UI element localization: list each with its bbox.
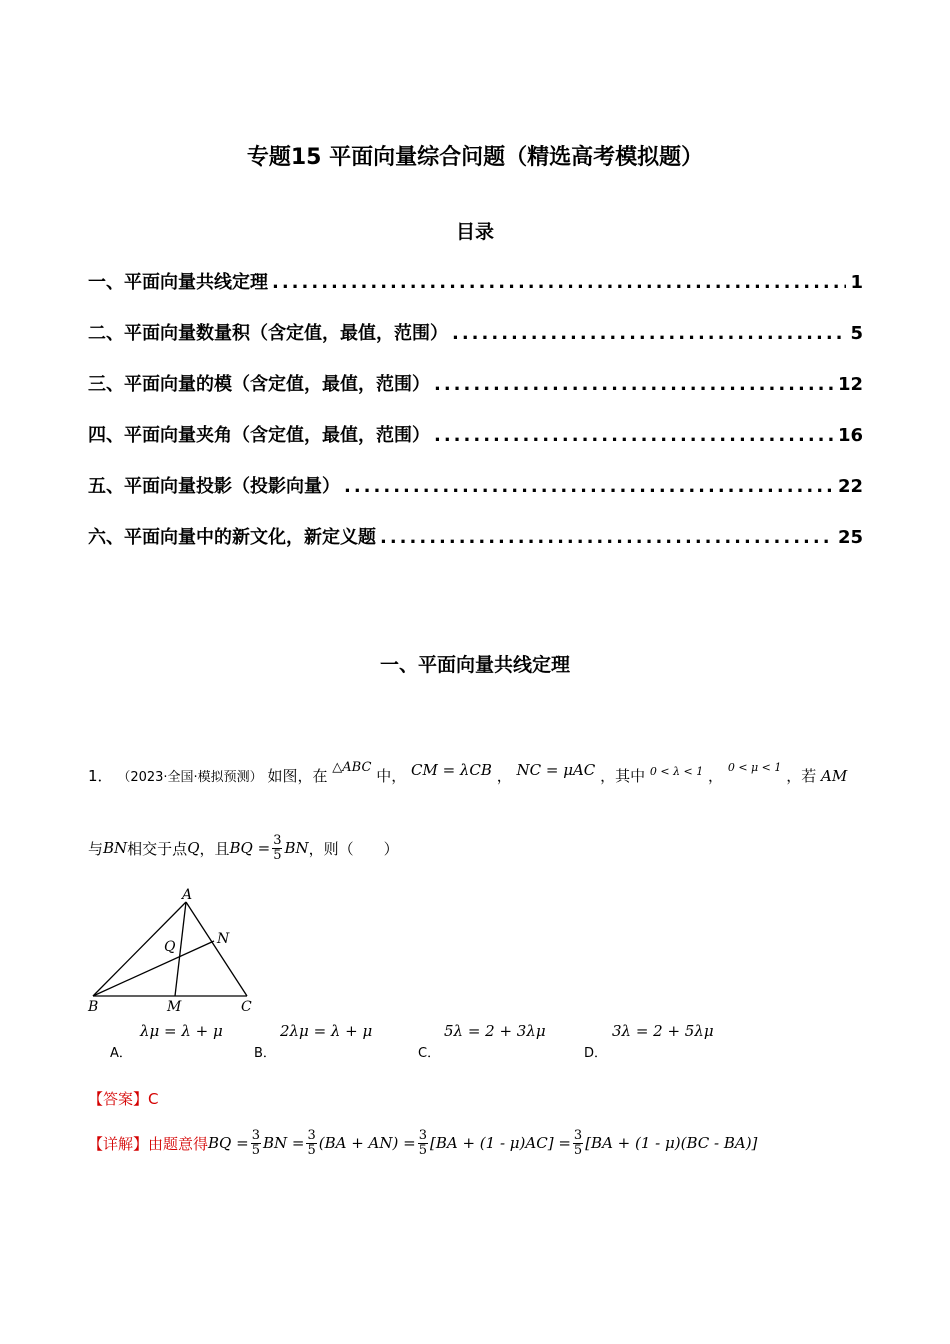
fraction: $\frac{3}{5}$	[418, 1127, 427, 1158]
expr-nc: NC = μAC	[516, 761, 596, 779]
detail-expr: BN =	[262, 1134, 305, 1152]
question-text: ，其中	[600, 767, 646, 785]
toc-entry-page: 22	[837, 476, 863, 497]
expr-bn-2: BN	[284, 839, 309, 857]
question-text: ，则（ ）	[308, 839, 399, 858]
expr-lambda-range: 0 < λ < 1	[649, 765, 704, 778]
toc-leader-dots	[380, 527, 834, 548]
expr-cm: CM = λCB	[410, 761, 492, 779]
triangle-figure	[85, 885, 270, 1015]
toc-entry-page: 25	[837, 527, 863, 548]
toc-entry-page: 16	[837, 425, 863, 446]
question-line-2	[88, 830, 399, 866]
document-title: 专题15 平面向量综合问题（精选高考模拟题）	[246, 145, 704, 170]
expr-bn: BN	[103, 839, 128, 857]
toc-entry-title: 五、平面向量投影（投影向量）	[88, 476, 340, 497]
option-d[interactable]	[584, 1022, 744, 1061]
detail-label: 【详解】	[88, 1134, 149, 1153]
label-a: A	[182, 887, 193, 903]
question-text: 与	[88, 839, 104, 858]
question-text: 如图，在	[267, 767, 328, 785]
toc-entry-page: 1	[850, 272, 863, 293]
question-text: 相交于点	[127, 839, 188, 858]
detail-expr: (BA + AN) =	[318, 1134, 416, 1152]
toc-leader-dots	[434, 374, 834, 395]
segment-bn	[93, 941, 214, 996]
label-c: C	[241, 999, 252, 1015]
label-m: M	[167, 999, 182, 1015]
toc-entry[interactable]	[88, 472, 863, 498]
point-q: Q	[187, 839, 200, 857]
fraction: $\frac{3}{5}$	[573, 1127, 583, 1158]
label-q: Q	[164, 939, 176, 955]
label-n: N	[217, 931, 230, 947]
toc-entry-page: 5	[850, 323, 863, 344]
detail-expr: [BA + (1 - μ)(BC - BA)]	[585, 1134, 758, 1152]
toc-entry[interactable]	[88, 268, 863, 294]
toc-entry-page: 12	[837, 374, 863, 395]
question-text: ，若	[786, 767, 817, 785]
answer-label: 【答案】	[88, 1090, 149, 1108]
toc-entry[interactable]	[88, 421, 863, 447]
option-a-label: A．	[110, 1046, 132, 1061]
detail-text: 由题意得	[148, 1134, 209, 1153]
toc-leader-dots	[434, 425, 834, 446]
question-source: （2023·全国·模拟预测）	[117, 770, 263, 785]
toc-entry[interactable]	[88, 370, 863, 396]
option-c[interactable]	[418, 1022, 578, 1061]
toc-leader-dots	[344, 476, 834, 497]
question-line-1	[88, 760, 848, 786]
answer-line	[88, 1088, 159, 1109]
detail-expr: [BA + (1 - μ)AC] =	[430, 1134, 571, 1152]
expr-bq: BQ =	[229, 839, 271, 857]
expr-mu-range: 0 < μ < 1	[727, 761, 782, 774]
detail-line	[88, 1122, 757, 1164]
option-d-label: D．	[584, 1046, 608, 1061]
detail-expr: BQ =	[208, 1134, 249, 1152]
question-text: 中，	[376, 767, 407, 785]
question-text: ，	[708, 767, 724, 785]
question-text: ，	[496, 767, 512, 785]
answer-value: C	[148, 1090, 159, 1108]
triangle-abc: △ABC	[332, 760, 372, 775]
toc-entry-title: 四、平面向量夹角（含定值，最值，范围）	[88, 425, 430, 446]
option-b-label: B．	[254, 1046, 276, 1061]
toc-entry[interactable]	[88, 523, 863, 549]
fraction: $\frac{3}{5}$	[307, 1127, 316, 1158]
option-b-expr: 2λμ = λ + μ	[280, 1022, 373, 1040]
segment-am	[175, 902, 186, 996]
option-c-expr: 5λ = 2 + 3λμ	[444, 1022, 546, 1040]
section-heading: 一、平面向量共线定理	[379, 654, 570, 676]
fraction-3-5: $\frac{3}{5}$	[273, 832, 282, 863]
question-number: 1．	[88, 767, 113, 785]
option-a[interactable]	[110, 1022, 270, 1061]
option-b[interactable]	[254, 1022, 414, 1061]
expr-am: AM	[820, 767, 848, 785]
question-text: ，且	[199, 839, 230, 858]
option-a-expr: λμ = λ + μ	[140, 1022, 223, 1040]
toc-entry[interactable]	[88, 319, 863, 345]
toc-entry-title: 三、平面向量的模（含定值，最值，范围）	[88, 374, 430, 395]
option-d-expr: 3λ = 2 + 5λμ	[612, 1022, 714, 1040]
toc-leader-dots	[452, 323, 846, 344]
option-c-label: C．	[418, 1046, 441, 1061]
toc-entry-title: 一、平面向量共线定理	[88, 272, 268, 293]
toc-entry-title: 二、平面向量数量积（含定值，最值，范围）	[88, 323, 448, 344]
toc-entry-title: 六、平面向量中的新文化，新定义题	[88, 527, 376, 548]
toc-leader-dots	[272, 272, 846, 293]
fraction: $\frac{3}{5}$	[251, 1127, 260, 1158]
label-b: B	[88, 999, 99, 1015]
toc-heading: 目录	[455, 221, 494, 243]
